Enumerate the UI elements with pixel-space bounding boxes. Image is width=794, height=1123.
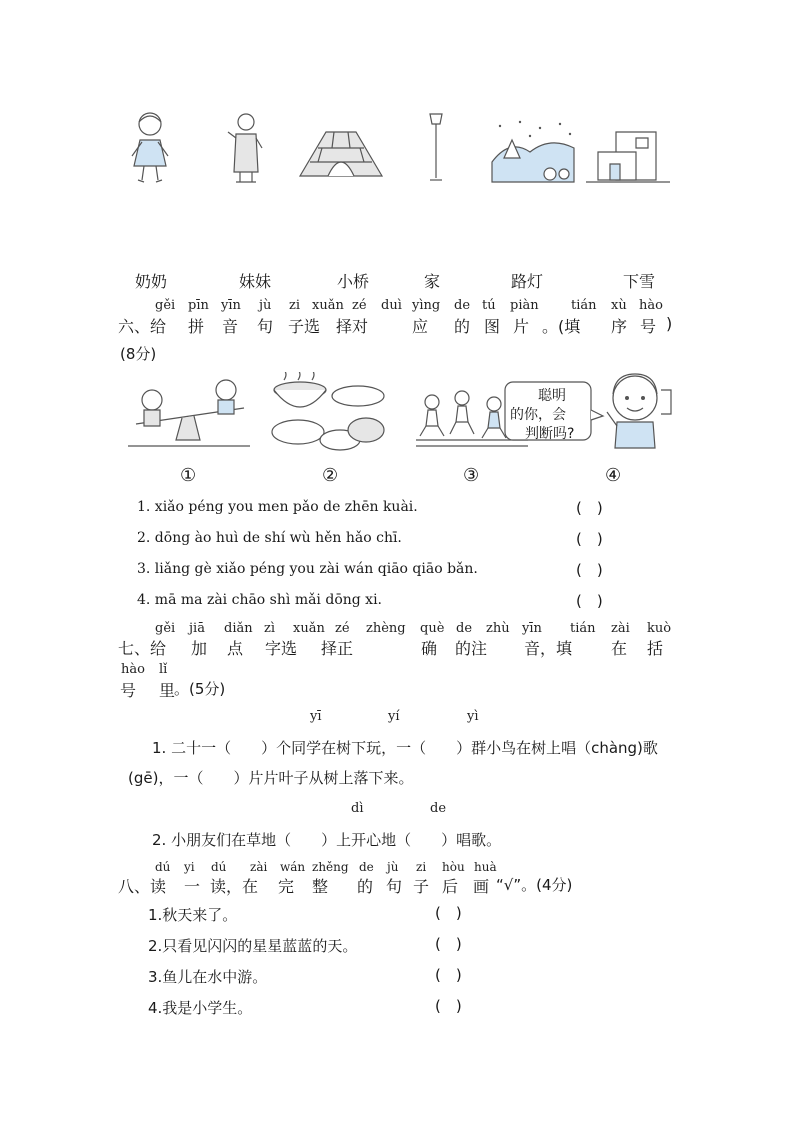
q8-item-3: 3.鱼儿在水中游。: [148, 968, 268, 986]
pinyin: piàn: [510, 298, 539, 313]
bridge-picture: [298, 126, 384, 180]
q6-title-part: 择对: [336, 317, 369, 336]
pinyin: huà: [474, 860, 497, 874]
q8-title-part: 句: [386, 877, 403, 896]
pinyin: jù: [387, 860, 399, 874]
q6-title-part: 序: [611, 317, 628, 336]
q6-title-part: 拼: [188, 317, 205, 336]
word-sister: 妹妹: [239, 272, 272, 291]
picture-label-1: ①: [180, 465, 197, 486]
q7-title-part: 。(5分): [174, 680, 226, 698]
answer-blank[interactable]: ( ): [435, 966, 462, 984]
pinyin: zài: [611, 621, 630, 636]
q6-title-part: 应: [412, 317, 429, 336]
answer-blank[interactable]: ( ): [576, 592, 603, 610]
q8-title-part: 后: [442, 877, 459, 896]
grandma-picture: [226, 112, 266, 186]
word-home: 家: [424, 272, 441, 291]
q8-title-part: 的: [357, 877, 374, 896]
q7-sentence-1-cont: (gē)，一（ ）片片叶子从树上落下来。: [128, 769, 414, 787]
q7-title-part: 的注: [455, 639, 488, 658]
q6-title-part: 六、给: [118, 317, 167, 336]
girl-picture: [128, 110, 172, 186]
q7-title-part: 里: [159, 681, 176, 700]
pinyin: gěi: [155, 621, 176, 636]
pinyin: jù: [259, 298, 272, 313]
pinyin: zi: [289, 298, 301, 313]
answer-blank[interactable]: ( ): [576, 530, 603, 548]
pinyin: lǐ: [159, 662, 168, 677]
pinyin: hòu: [442, 860, 465, 874]
answer-blank[interactable]: ( ): [435, 935, 462, 953]
pinyin: zé: [335, 621, 350, 636]
q6-title-part: 音: [222, 317, 239, 336]
answer-blank[interactable]: ( ): [576, 561, 603, 579]
q8-title-part: 八、读: [118, 877, 167, 896]
answer-blank[interactable]: ( ): [576, 499, 603, 517]
q7-title-part: 择正: [321, 639, 354, 658]
word-bridge: 小桥: [337, 272, 370, 291]
q7-title-part: 字选: [265, 639, 298, 658]
pinyin: dú: [211, 860, 227, 874]
q6-title-part: ): [666, 314, 673, 333]
word-grandma: 奶奶: [135, 272, 168, 291]
food-picture: [270, 372, 388, 454]
q7-title-part: 括: [647, 639, 664, 658]
q7-title-part: 加: [191, 639, 208, 658]
answer-blank[interactable]: ( ): [435, 997, 462, 1015]
pinyin: gěi: [155, 298, 176, 313]
pinyin: zhèng: [366, 621, 406, 636]
option-yi1: yī: [310, 709, 322, 724]
q7-title-part: ，填: [540, 639, 573, 658]
option-de: de: [430, 801, 447, 816]
snow-scene-picture: [490, 118, 576, 184]
pinyin: yīn: [221, 298, 241, 313]
q7-title-part: 号: [120, 681, 137, 700]
q7-title-part: 七、给: [118, 639, 167, 658]
seesaw-picture: [126, 376, 252, 454]
option-di: dì: [351, 801, 364, 816]
q6-item-4: 4. mā ma zài chāo shì mǎi dōng xi.: [137, 592, 383, 608]
word-streetlamp: 路灯: [511, 272, 544, 291]
pinyin: jiā: [189, 621, 205, 636]
q6-title-part: 图: [484, 317, 501, 336]
q8-item-2: 2.只看见闪闪的星星蓝蓝的天。: [148, 937, 358, 955]
speech-line-3: 判断吗?: [525, 426, 575, 442]
pinyin: xù: [611, 298, 627, 313]
house-picture: [584, 128, 672, 184]
q6-title-part: 句: [257, 317, 274, 336]
q6-score: (8分): [120, 345, 157, 363]
picture-label-4: ④: [605, 465, 622, 486]
q8-title-part: 子: [413, 877, 430, 896]
pinyin: wán: [280, 860, 306, 874]
pinyin: zhù: [486, 621, 510, 636]
pinyin: zi: [416, 860, 427, 874]
q6-item-1: 1. xiǎo péng you men pǎo de zhēn kuài.: [137, 499, 418, 515]
q7-title-part: 在: [611, 639, 628, 658]
pinyin: zì: [264, 621, 276, 636]
pinyin: yi: [184, 860, 195, 874]
curly-hair-boy-picture: [603, 370, 673, 450]
pinyin: hào: [121, 662, 145, 677]
pinyin: diǎn: [224, 621, 253, 636]
picture-label-3: ③: [463, 465, 480, 486]
pinyin: de: [359, 860, 374, 874]
q6-title-part: 。(填: [542, 317, 581, 336]
q8-title-part: 读，在: [210, 877, 259, 896]
q6-item-2: 2. dōng ào huì de shí wù hěn hǎo chī.: [137, 530, 402, 546]
q7-sentence-1: 1. 二十一（ ）个同学在树下玩，一（ ）群小鸟在树上唱（chàng)歌: [152, 739, 658, 757]
q7-title-part: 确: [421, 639, 438, 658]
pinyin: xuǎn: [312, 298, 344, 313]
q7-sentence-2: 2. 小朋友们在草地（ ）上开心地（ ）唱歌。: [152, 831, 502, 849]
option-yi2: yí: [388, 709, 400, 724]
picture-label-2: ②: [322, 465, 339, 486]
pinyin: pīn: [188, 298, 209, 313]
q8-title-part: “√”。(4分): [496, 876, 573, 894]
pinyin: duì: [381, 298, 402, 313]
pinyin: yīn: [522, 621, 542, 636]
pinyin: de: [454, 298, 471, 313]
pinyin: dú: [155, 860, 171, 874]
option-yi4: yì: [467, 709, 479, 724]
pinyin: tián: [571, 298, 597, 313]
q7-title-part: 音: [524, 639, 541, 658]
q8-title-part: 一: [184, 877, 201, 896]
speech-line-2: 的你，会: [510, 407, 566, 423]
answer-blank[interactable]: ( ): [435, 904, 462, 922]
q8-item-4: 4.我是小学生。: [148, 999, 253, 1017]
pinyin: zài: [250, 860, 268, 874]
q8-title-part: 完: [278, 877, 295, 896]
speech-line-1: 聪明: [538, 388, 566, 404]
q8-item-1: 1.秋天来了。: [148, 906, 238, 924]
streetlamp-picture: [424, 112, 448, 184]
q7-title-part: 点: [227, 639, 244, 658]
pinyin: zhěng: [312, 860, 349, 874]
pinyin: xuǎn: [293, 621, 325, 636]
q6-item-3: 3. liǎng gè xiǎo péng you zài wán qiāo qiāo bǎn.: [137, 561, 478, 577]
pinyin: hào: [639, 298, 663, 313]
q6-title-part: 的: [454, 317, 471, 336]
word-snow: 下雪: [623, 272, 656, 291]
pinyin: yìng: [412, 298, 441, 313]
q6-title-part: 号: [640, 317, 657, 336]
q8-title-part: 整: [312, 877, 329, 896]
pinyin: què: [420, 621, 445, 636]
pinyin: zé: [352, 298, 367, 313]
pinyin: de: [456, 621, 473, 636]
pinyin: kuò: [647, 621, 672, 636]
q6-title-part: 子选: [288, 317, 321, 336]
pinyin: tú: [482, 298, 496, 313]
q6-title-part: 片: [513, 317, 530, 336]
pinyin: tián: [570, 621, 596, 636]
q8-title-part: 画: [473, 877, 490, 896]
